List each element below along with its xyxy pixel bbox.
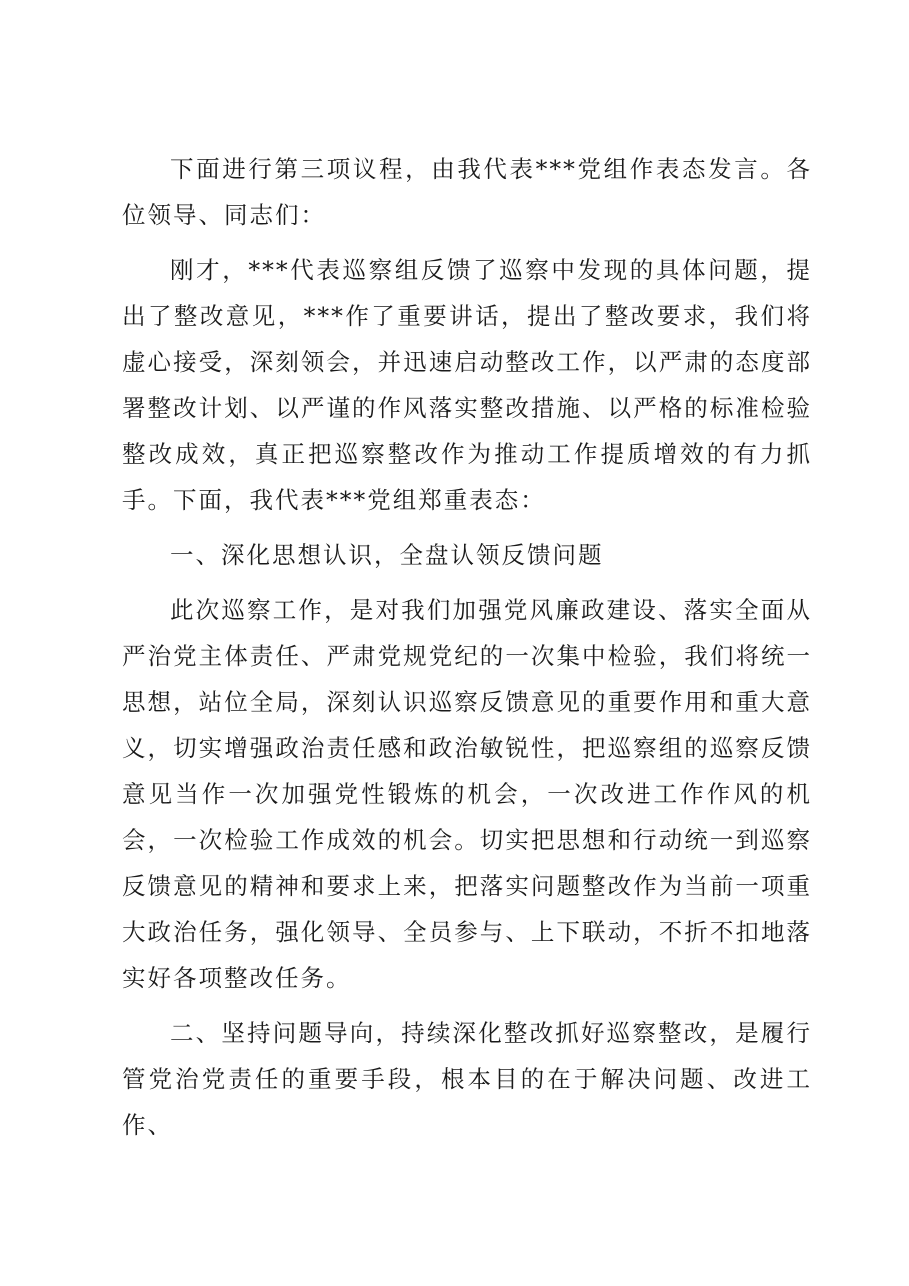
document-body xyxy=(122,146,812,1148)
paragraph-section-2: 二、坚持问题导向，持续深化整改抓好巡察整改，是履行管党治党责任的重要手段，根本目的在于解决问题、改进工作、 xyxy=(122,1019,812,1139)
paragraph-opening: 下面进行第三项议程，由我代表***党组作表态发言。各位领导、同志们： xyxy=(122,155,812,229)
section-heading-1: 一、深化思想认识，全盘认领反馈问题 xyxy=(170,541,604,569)
paragraph-section-1: 此次巡察工作，是对我们加强党风廉政建设、落实全面从严治党主体责任、严肃党规党纪的一次集中检验，我们将统一思想，站位全局，深刻认识巡察反馈意见的重要作用和重大意义，切实增强政治责任感和政治敏锐性，把巡察组的巡察反馈意见当作一次加强党性锻炼的机会，一次改进工作作风的机会，一次检验工作成效的机会。切实把思想和行动统一到巡察反馈意见的精神和要求上来，把落实问题整改作为当前一项重大政治任务，强化领导、全员参与、上下联动，不折不扣地落实好各项整改任务。 xyxy=(122,596,812,992)
paragraph-intro: 刚才，***代表巡察组反馈了巡察中发现的具体问题，提出了整改意见，***作了重要讲话，提出了整改要求，我们将虚心接受，深刻领会，并迅速启动整改工作，以严肃的态度部署整改计划、以严谨的作风落实整改措施、以严格的标准检验整改成效，真正把巡察整改作为推动工作提质增效的有力抓手。下面，我代表***党组郑重表态： xyxy=(122,256,812,514)
